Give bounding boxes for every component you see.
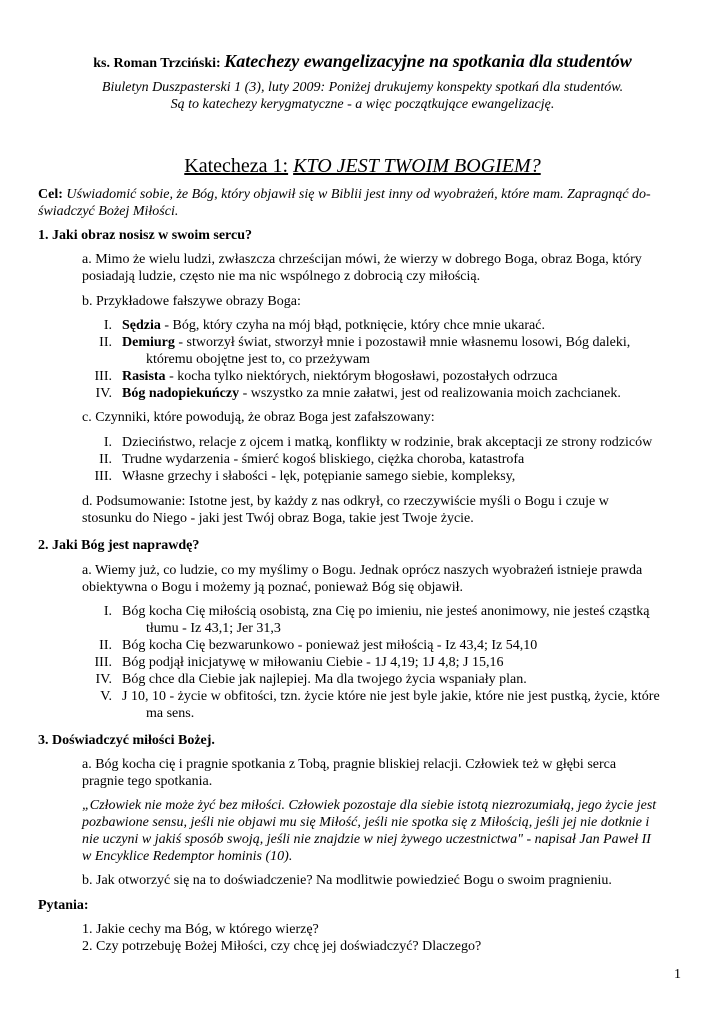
quote-line-3: nie uczyni w jakiś sposób swoją, jeśli nie znajdzie w niej żywego uczestnictwa" - napisał Jan Paweł II [82,832,651,847]
quote-block [82,797,692,865]
section-2-a-line-1: a. Wiemy już, co ludzie, co my myślimy o Bogu. Jednak oprócz naszych wyobrażeń istnieje prawda [82,563,643,578]
list-number: II. [99,452,112,467]
list-number: III. [94,369,112,384]
section-1-d-line-1: d. Podsumowanie: Istotne jest, by każdy z nas odkrył, co rzeczywiście myśli o Bogu i czuje w [82,494,609,509]
list-item-continuation: tłumu - Iz 43,1; Jer 31,3 [146,621,281,636]
section-1-a-line-2: posiadają ludzie, często nie ma nic wspólnego z dobrocią czy miłością. [82,269,481,284]
list-number: I. [103,435,112,450]
questions-list [82,921,692,955]
list-item: 1. Jakie cechy ma Bóg, w którego wierzę? [82,922,319,937]
katecheza-question: KTO JEST TWOIM BOGIEM? [293,155,541,177]
quote-line-1: „Człowiek nie może żyć bez miłości. Człowiek pozostaje dla siebie istotą niezrozumiałą, jego życie jest [82,798,657,813]
section-1-a-line-1: a. Mimo że wielu ludzi, zwłaszcza chrześcijan mówi, że wierzy w dobrego Boga, obraz Boga, który [82,252,642,267]
section-3-heading: 3. Doświadczyć miłości Bożej. [38,733,215,748]
goal-text-1: Uświadomić sobie, że Bóg, który objawił się w Biblii jest inny od wyobrażeń, które mam. Zapragnąć do- [66,187,651,202]
section-3-a [82,756,692,790]
page-number: 1 [674,967,681,982]
list-item: 2. Czy potrzebuję Bożej Miłości, czy chcę jej doświadczyć? Dlaczego? [82,939,482,954]
katecheza-label: Katecheza 1: [184,155,289,177]
list-item-text: - stworzył świat, stworzył mnie i pozostawił mnie własnemu losowi, Bóg daleki, [174,335,631,350]
list-item-text: Bóg kocha Cię miłością osobistą, zna Cię po imieniu, nie jesteś anonimowy, nie jesteś cząstką [122,604,650,619]
list-item-text: Trudne wydarzenia - śmierć kogoś bliskiego, ciężka choroba, katastrofa [122,452,525,467]
section-3-a-line-1: a. Bóg kocha cię i pragnie spotkania z Tobą, pragnie bliskiej relacji. Człowiek też w głębi serca [82,757,617,772]
list-item-text: Bóg podjął inicjatywę w miłowaniu Ciebie - 1J 4,19; 1J 4,8; J 15,16 [122,655,504,670]
list-item-text: - wszystko za mnie załatwi, jest od realizowania moich zachcianek. [239,386,621,401]
goal-label: Cel: [38,187,63,202]
document-header [0,52,725,73]
section-2-heading: 2. Jaki Bóg jest naprawdę? [38,538,200,553]
list-number: I. [103,604,112,619]
list-item-text: - Bóg, który czyha na mój błąd, potknięcie, który chce mnie ukarać. [160,318,545,333]
list-number: III. [94,655,112,670]
goal-text-2: świadczyć Bożej Miłości. [38,204,179,219]
section-1-heading: 1. Jaki obraz nosisz w swoim sercu? [38,228,253,243]
questions-heading: Pytania: [38,898,89,913]
list-number: I. [103,318,112,333]
list-item-text: Własne grzechy i słabości - lęk, potępianie samego siebie, kompleksy, [122,469,516,484]
document-title: Katechezy ewangelizacyjne na spotkania dla studentów [224,51,632,71]
list-item-text: - kocha tylko niektórych, niektórym błogosławi, pozostałych odrzuca [165,369,558,384]
section-1-c: c. Czynniki, które powodują, że obraz Boga jest zafałszowany: [82,410,435,425]
list-item-continuation: ma sens. [146,706,195,721]
section-1-d [82,493,692,527]
list-item-term: Bóg nadopiekuńczy [122,386,240,401]
list-item-text: Bóg chce dla Ciebie jak najlepiej. Ma dla twojego życia wspaniały plan. [122,672,527,687]
list-number: II. [99,638,112,653]
list-number: II. [99,335,112,350]
quote-line-2: pozbawione sensu, jeśli nie objawi mu się Miłość, jeśli nie spotka się z Miłością, jeśli jej nie dotknie i [82,815,650,830]
list-item-text: Dzieciństwo, relacje z ojcem i matką, konflikty w rodzinie, brak akceptacji ze strony rodziców [122,435,653,450]
list-item-term: Rasista [122,369,166,384]
section-1-b: b. Przykładowe fałszywe obrazy Boga: [82,294,301,309]
list-item-term: Sędzia [122,318,161,333]
list-item-text: Bóg kocha Cię bezwarunkowo - ponieważ jest miłością - Iz 43,4; Iz 54,10 [122,638,538,653]
subtitle [0,79,725,113]
subtitle-line-2: Są to katechezy kerygmatyczne - a więc początkujące ewangelizację. [170,97,555,112]
list-item-text: J 10, 10 - życie w obfitości, tzn. życie które nie jest byle jakie, które nie jest pustką, życie, które [122,689,660,704]
list-item-term: Demiurg [122,335,175,350]
list-number: IV. [95,386,112,401]
section-3-a-line-2: pragnie tego spotkania. [82,774,213,789]
quote-line-4: w Encyklice Redemptor hominis (10). [82,849,293,864]
katecheza-title [0,155,725,177]
list-item-continuation: któremu obojętne jest to, co przeżywam [146,352,370,367]
section-1-d-line-2: stosunku do Niego - jaki jest Twój obraz Boga, takie jest Twoje życie. [82,511,474,526]
author: ks. Roman Trzciński: [93,56,221,71]
section-2-a [82,562,692,596]
section-1-a [82,251,692,285]
subtitle-line-1: Biuletyn Duszpasterski 1 (3), luty 2009: Poniżej drukujemy konspekty spotkań dla studentów. [101,80,624,95]
list-number: IV. [95,672,112,687]
section-3-b: b. Jak otworzyć się na to doświadczenie? Na modlitwie powiedzieć Bogu o swoim pragnieniu. [82,873,612,888]
section-2-a-line-2: obiektywna o Bogu i możemy ją poznać, ponieważ Bóg się objawił. [82,580,464,595]
list-number: III. [94,469,112,484]
goal-paragraph [38,186,690,220]
list-number: V. [100,689,112,704]
